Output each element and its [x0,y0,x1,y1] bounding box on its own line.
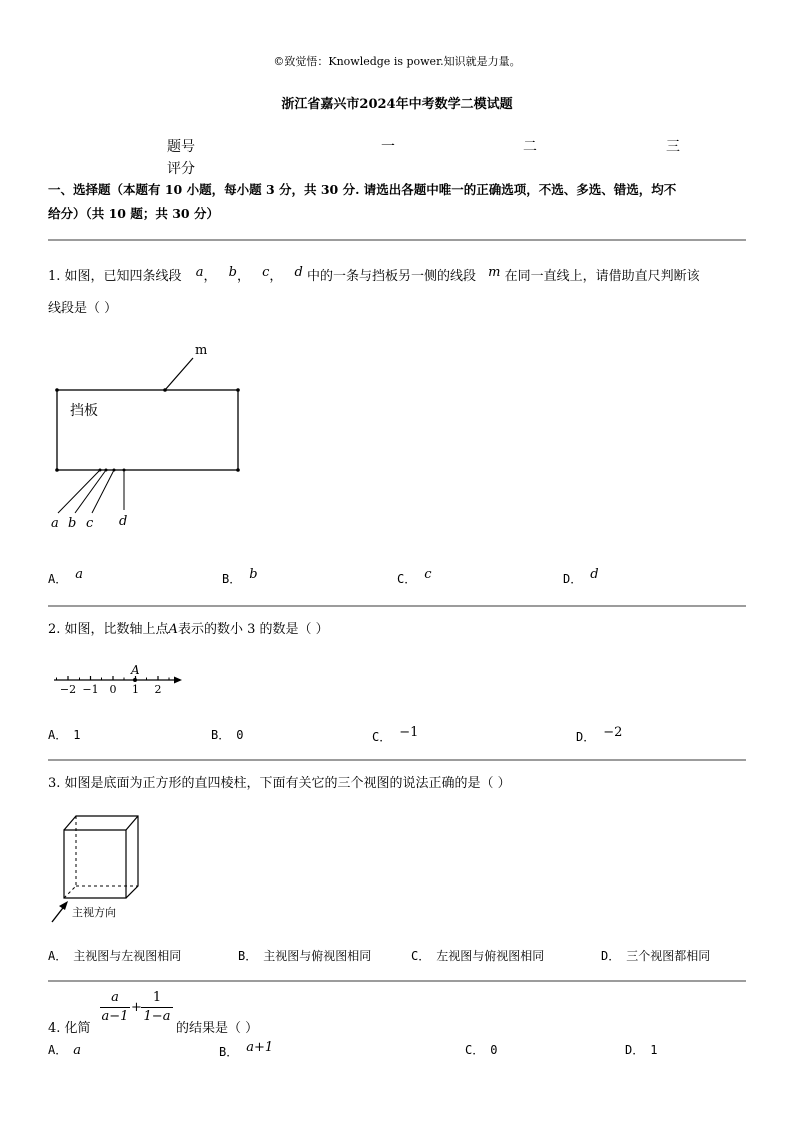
divider [48,605,746,607]
label-board: 挡板 [70,403,98,419]
q1-comma: ， [203,269,217,284]
label-b: b [68,516,77,531]
q4-frac1-num: a [100,990,130,1008]
q3-option-d[interactable]: D． 三个视图都相同 [601,949,711,963]
section-heading-line1: 一、选择题（本题有 10 小题，每小题 3 分，共 30 分. 请选出各题中唯一的正确选项，不选、多选、错选，均不 [48,182,677,197]
q3-option-c[interactable]: C． 左视图与俯视图相同 [411,949,545,963]
divider [48,980,746,982]
q2-var-A: A [168,622,178,637]
label-a: a [51,516,59,531]
axis-tick-label: −1 [82,683,99,696]
q4-plus: + [131,1000,142,1015]
q3-figure-label: 主视方向 [72,906,116,919]
header-motto: ©致觉悟：Knowledge is power.知识就是力量。 [273,55,521,68]
q1-var-c: c [262,265,270,280]
q2-option-b[interactable]: B． 0 [211,728,244,742]
board-rect [57,390,238,470]
q4-frac2-num: 1 [141,990,173,1008]
divider [48,239,746,241]
q2-option-d[interactable]: D． −2 [576,725,623,744]
section-heading-line2: 给分）（共 10 题；共 30 分） [48,206,219,221]
axis-tick-label: 2 [154,683,162,696]
q3-text: 3. 如图是底面为正方形的直四棱柱，下面有关它的三个视图的说法正确的是（ ） [48,776,511,791]
q2-text-b: 表示的数小 3 的数是（ ） [177,622,329,637]
q4-fraction-2 [141,990,173,1024]
q4-fraction-1 [100,990,130,1024]
segment-a [58,470,100,513]
divider [48,759,746,761]
q1-text-b: 中的一条与挡板另一侧的线段 [307,269,477,284]
q1-text-c: 在同一直线上，请借助直尺判断该 [504,269,700,284]
score-table-col-1: 一 [381,139,395,155]
arrow-icon [59,901,68,910]
q1-var-b: b [228,265,237,280]
q3-option-a[interactable]: A． 主视图与左视图相同 [48,949,182,963]
score-table-col-2: 二 [523,139,537,155]
q1-var-d: d [294,265,303,280]
document-title: 浙江省嘉兴市2024年中考数学二模试题 [281,97,513,112]
arrow-icon [174,677,182,684]
q1-var-m: m [488,265,501,280]
q4-text-a: 4. 化简 [48,1021,91,1036]
q1-option-b[interactable]: B． b [222,567,258,586]
q2-text [48,618,329,637]
segment-m [165,358,193,390]
label-c: c [86,516,94,531]
label-m: m [195,343,208,358]
score-table-row-label: 评分 [167,161,195,177]
q2-option-a[interactable]: A． 1 [48,728,81,742]
score-table-col-label: 题号 [167,139,195,155]
q1-board-figure [40,338,260,538]
q1-option-d[interactable]: D． d [563,567,599,586]
q2-text-a: 2. 如图，比数轴上点 [48,622,169,637]
q1-comma: ， [269,269,283,284]
q4-option-c[interactable]: C． 0 [465,1043,498,1057]
score-table-col-3: 三 [666,139,680,155]
axis-tick-label: 1 [132,683,139,696]
q3-option-b[interactable]: B． 主视图与俯视图相同 [238,949,372,963]
q1-option-c[interactable]: C． c [397,567,432,586]
q1-text-line1 [48,265,700,284]
q2-number-line [48,660,188,702]
q4-frac2-den: 1−a [143,1009,171,1024]
q4-option-a[interactable]: A． a [48,1043,81,1058]
axis-tick-label: 0 [109,683,117,696]
q1-text-a: 1. 如图，已知四条线段 [48,269,182,284]
label-d: d [119,514,128,529]
q4-text-b: 的结果是（ ） [176,1021,259,1036]
q2-option-c[interactable]: C． −1 [372,725,419,744]
q1-text-line2: 线段是（ ） [48,301,118,316]
q4-option-d[interactable]: D． 1 [625,1043,658,1057]
segment-c [92,470,114,513]
q1-option-a[interactable]: A． a [48,567,83,586]
q1-var-a: a [195,265,204,280]
q4-option-b[interactable]: B． a+1 [219,1040,274,1059]
q3-prism-figure [48,812,148,924]
point-A [133,678,137,682]
q4-frac1-den: a−1 [101,1009,129,1024]
q1-comma: ， [236,269,250,284]
axis-tick-label: −2 [59,683,77,696]
point-A-label: A [131,663,140,677]
